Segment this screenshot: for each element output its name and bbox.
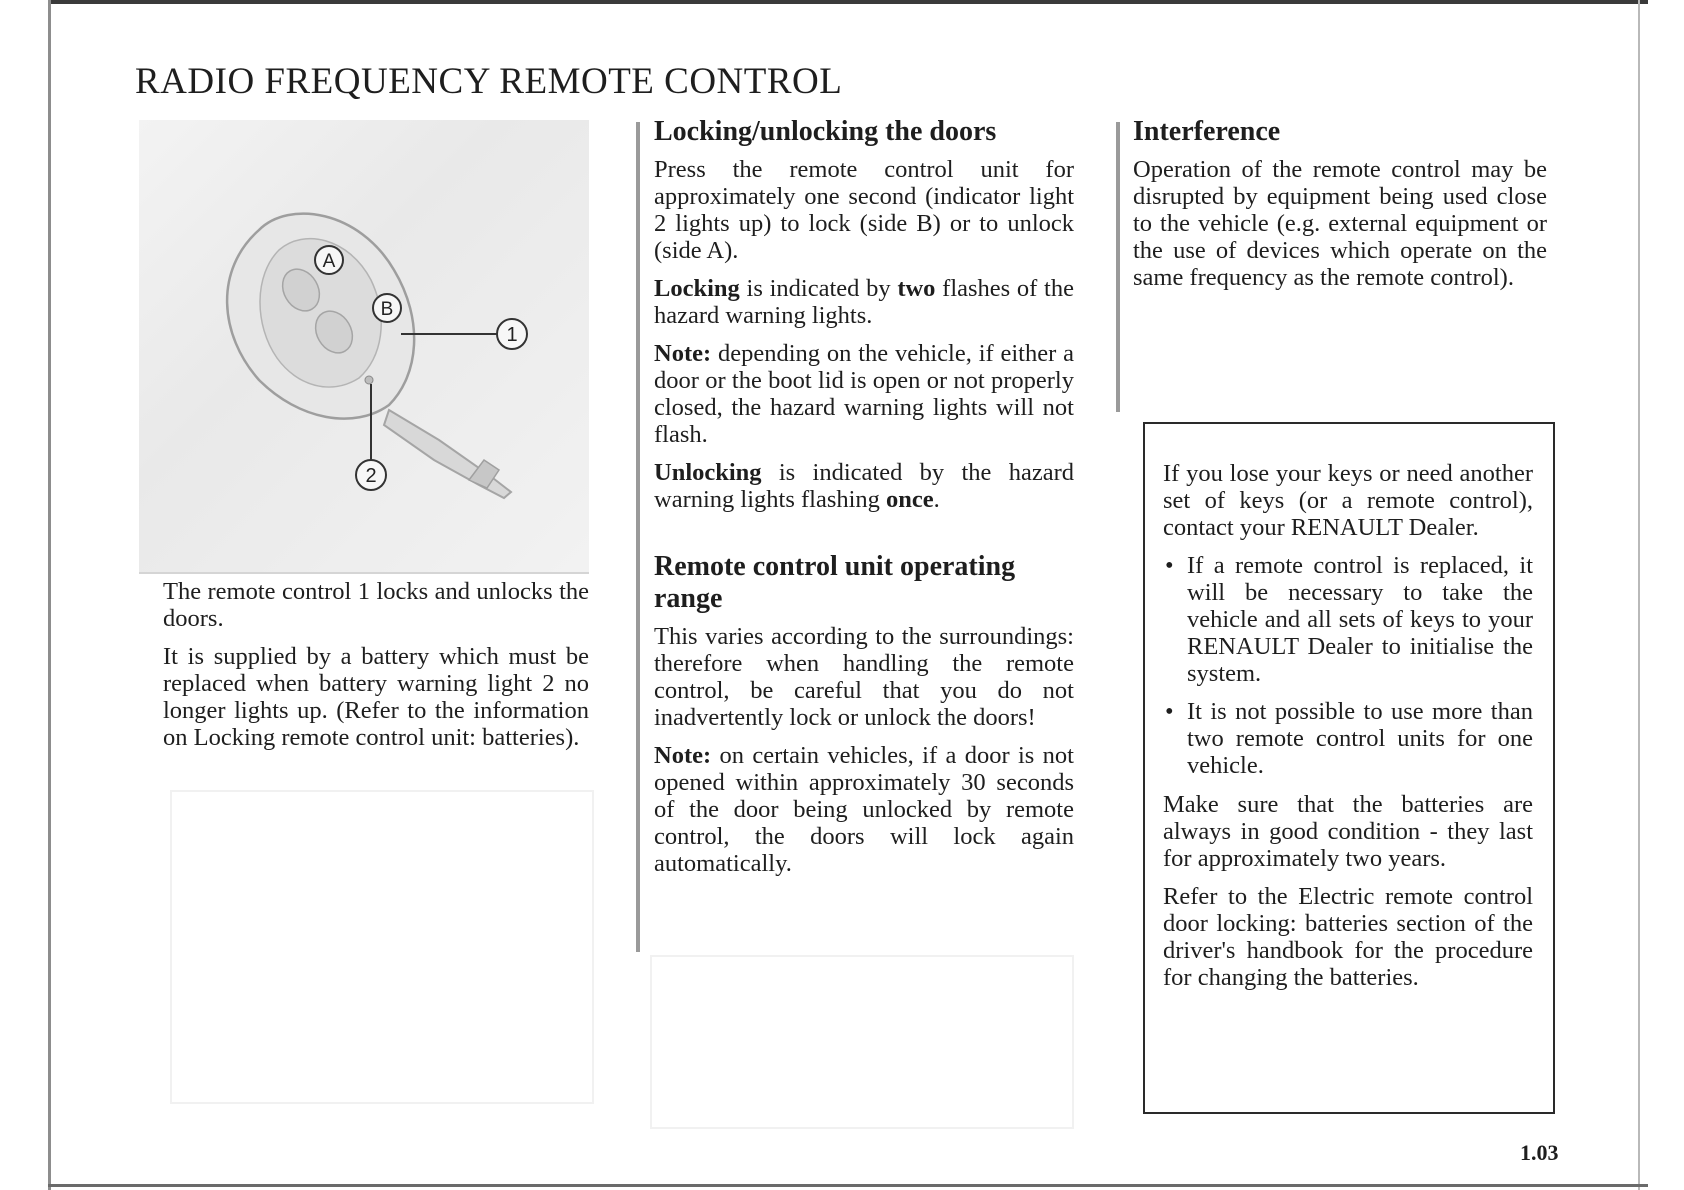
note-term-2: Note: bbox=[654, 742, 712, 769]
page-edge-left bbox=[48, 0, 51, 1190]
page-edge-top bbox=[48, 0, 1648, 4]
note-term-1: Note: bbox=[654, 340, 712, 367]
unlocking-mid-text: is indicated by the hazard warning lights flashing bbox=[654, 459, 1074, 513]
page-number: 1.03 bbox=[1520, 1140, 1559, 1165]
page-edge-right bbox=[1638, 0, 1640, 1190]
showthrough-box-mid bbox=[650, 955, 1074, 1129]
unlocking-paragraph bbox=[654, 459, 1074, 513]
bullet-text-1: If a remote control is replaced, it will be necessary to take the vehicle and all sets of keys to your RENAULT Dealer to initialise the system. bbox=[1187, 552, 1533, 687]
note-paragraph-1 bbox=[654, 340, 1074, 448]
list-item bbox=[1163, 552, 1533, 687]
interference-paragraph: Operation of the remote control may be disrupted by equipment being used close to the vehicle (e.g. external equipment or the use of devices which operate on the same frequency as the remote control). bbox=[1133, 156, 1547, 291]
notice-paragraph-3: Refer to the Electric remote control door locking: batteries section of the driver's handbook for the procedure for changing the batteries. bbox=[1163, 883, 1533, 991]
locking-emphasis: two bbox=[897, 275, 936, 302]
label-b: B bbox=[380, 299, 394, 320]
left-column bbox=[163, 578, 589, 762]
note-paragraph-2 bbox=[654, 742, 1074, 877]
unlocking-term: Unlocking bbox=[654, 459, 762, 486]
locking-paragraph: Press the remote control unit for approximately one second (indicator light 2 lights up) to lock (side B) or to unlock (side A). bbox=[654, 156, 1074, 264]
remote-key-illustration bbox=[139, 120, 589, 572]
right-column bbox=[1133, 116, 1547, 302]
unlocking-emphasis: once bbox=[886, 486, 934, 513]
page-title: RADIO FREQUENCY REMOTE CONTROL bbox=[135, 61, 843, 102]
callout-1 bbox=[497, 319, 527, 349]
right-column-rule bbox=[1116, 122, 1120, 412]
key-photo bbox=[139, 120, 589, 574]
note-text-2: on certain vehicles, if a door is not opened within approximately 30 seconds of the door being unlocked by remote control, the doors will lock again automatically. bbox=[654, 742, 1074, 877]
label-a-callout bbox=[315, 246, 343, 274]
notice-paragraph-1: If you lose your keys or need another set of keys (or a remote control), contact your RENAULT Dealer. bbox=[1163, 460, 1533, 541]
notice-bullet-list bbox=[1163, 552, 1533, 779]
locking-mid-text: is indicated by bbox=[739, 275, 898, 302]
left-paragraph-1: The remote control 1 locks and unlocks the doors. bbox=[163, 578, 589, 632]
label-a: A bbox=[322, 251, 336, 272]
notice-paragraph-2: Make sure that the batteries are always in good condition - they last for approximately two years. bbox=[1163, 791, 1533, 872]
bullet-icon: • bbox=[1165, 552, 1174, 579]
callout-1-label: 1 bbox=[506, 324, 518, 346]
left-paragraph-2: It is supplied by a battery which must be replaced when battery warning light 2 no longer lights up. (Refer to the information on Locking remote control unit: batteries). bbox=[163, 643, 589, 751]
operating-range-heading: Remote control unit operating range bbox=[654, 551, 1016, 614]
locking-rest-text: flashes of the hazard warning lights. bbox=[654, 275, 1074, 329]
locking-indication-paragraph bbox=[654, 275, 1074, 329]
label-b-callout bbox=[373, 294, 401, 322]
middle-column-rule bbox=[636, 122, 640, 952]
showthrough-box-left bbox=[170, 790, 594, 1104]
locking-term: Locking bbox=[654, 275, 740, 302]
note-text-1: depending on the vehicle, if either a door or the boot lid is open or not properly closed, the hazard warning lights will not flash. bbox=[654, 340, 1074, 448]
operating-range-paragraph: This varies according to the surroundings: therefore when handling the remote control, be careful that you do not inadvertently lock or unlock the doors! bbox=[654, 623, 1074, 731]
unlocking-end-text: . bbox=[933, 486, 940, 513]
bullet-icon: • bbox=[1165, 698, 1174, 725]
page-edge-bottom bbox=[48, 1184, 1648, 1187]
callout-2 bbox=[356, 460, 386, 490]
callout-2-label: 2 bbox=[365, 465, 377, 487]
middle-column bbox=[654, 116, 1074, 888]
bullet-text-2: It is not possible to use more than two remote control units for one vehicle. bbox=[1187, 698, 1533, 779]
interference-heading: Interference bbox=[1133, 116, 1281, 147]
locking-heading: Locking/unlocking the doors bbox=[654, 116, 997, 147]
notice-box bbox=[1143, 422, 1555, 1114]
list-item bbox=[1163, 698, 1533, 779]
